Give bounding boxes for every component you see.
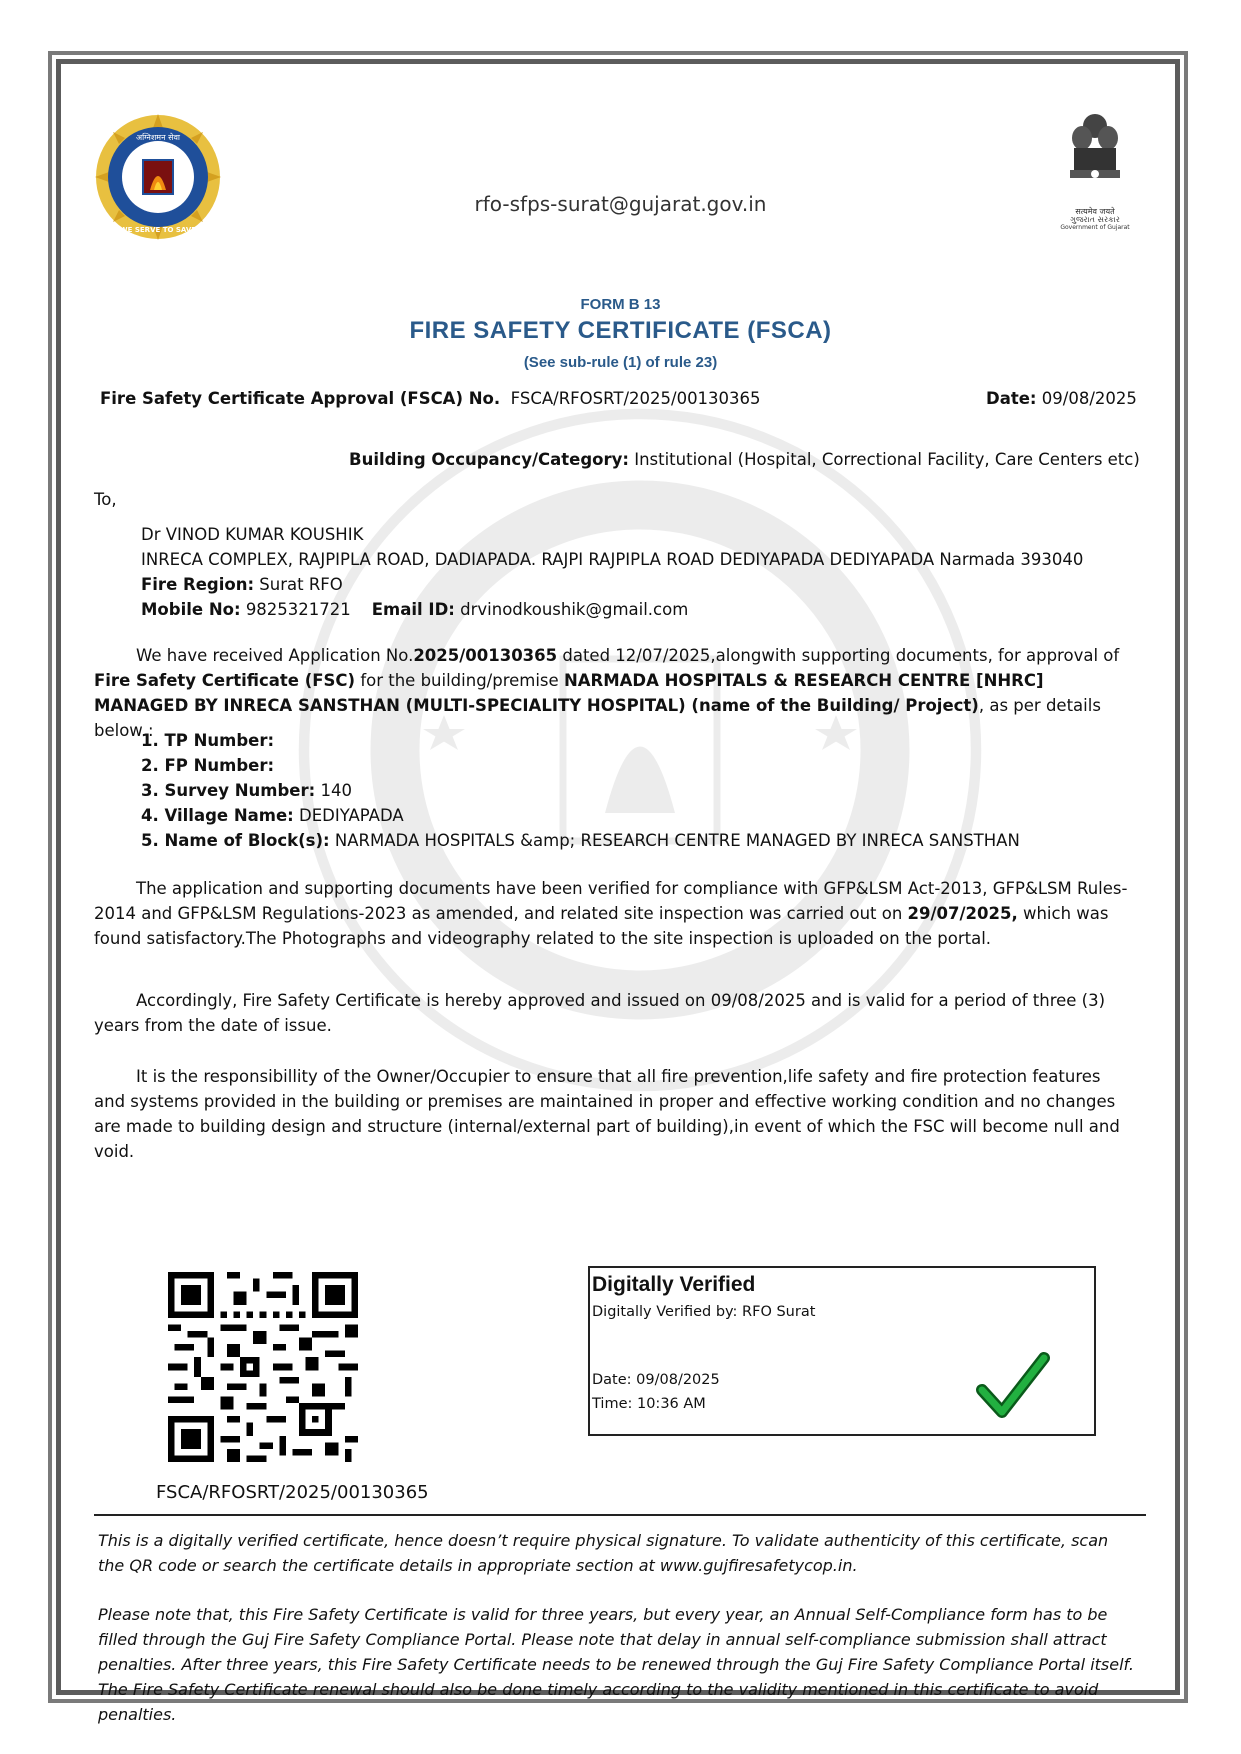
checkmark-icon [978,1352,1048,1418]
detail-value: 140 [320,781,352,800]
footer-divider [94,1514,1146,1516]
p4-text: It is the responsibillity of the Owner/Occupier to ensure that all fire prevention,life safety and fire protection features and systems provided in the building or premises are maintained in proper and effective working condition and no changes are made to building design and structure (internal/external part of building),in event of which the FSC will become null and void. [94,1067,1120,1161]
occupancy-value: Institutional (Hospital, Correctional Facility, Care Centers etc) [634,450,1140,469]
footer-note-compliance: Please note that, this Fire Safety Certificate is valid for three years, but every year, an Annual Self-Compliance form has to be filled through the Guj Fire Safety Compliance Portal. Please note that delay in annual self-compliance submission shall attract penalties. After three years, this Fire Safety Certificate needs to be renewed through the Guj Fire Safety Compliance Portal itself. The Fire Safety Certificate renewal should also be done timely according to the validity mentioned in this certificate to avoid penalties. [98,1605,1134,1724]
emblem-caption-2: ગુજરાત સરકાર [1070,215,1120,224]
mobile-value: 9825321721 [245,600,351,619]
occupancy-label: Building Occupancy/Category: [349,450,629,469]
contact-line [141,597,688,622]
approval-date-line [986,386,1137,411]
verified-date: Date: 09/08/2025 [592,1372,720,1388]
detail-item [141,753,1020,778]
application-number: 2025/00130365 [413,646,558,665]
logo-left-top-text: अग्निशमन सेवा [135,133,180,142]
occupancy-line [349,447,1140,472]
emblem-caption-1: सत्यमेव जयते [1075,207,1115,216]
p3-text: Accordingly, Fire Safety Certificate is hereby approved and issued on 09/08/2025 and is valid for a period of three (3) years from the date of issue. [94,991,1106,1035]
form-number: FORM B 13 [580,296,661,313]
detail-label: 4. Village Name: [141,806,294,825]
details-list [141,728,1020,853]
detail-value: NARMADA HOSPITALS &amp; RESEARCH CENTRE MANAGED BY INRECA SANSTHAN [334,831,1020,850]
detail-label: 2. FP Number: [141,756,275,775]
responsibility-paragraph [94,1064,1134,1164]
approval-label: Fire Safety Certificate Approval (FSCA) No. [100,389,501,408]
header-email: rfo-sfps-surat@gujarat.gov.in [474,192,767,216]
qr-caption: FSCA/RFOSRT/2025/00130365 [156,1482,429,1503]
approval-number: FSCA/RFOSRT/2025/00130365 [510,389,761,408]
detail-item [141,803,1020,828]
building-name: NARMADA HOSPITALS & RESEARCH CENTRE [NHRC] MANAGED BY INRECA SANSTHAN (MULTI-SPECIALITY HOSPITAL) (name of the Building/ Project) [94,671,1044,715]
addressee-address: INRECA COMPLEX, RAJPIPLA ROAD, DADIAPADA. RAJPI RAJPIPLA ROAD DEDIYAPADA DEDIYAPADA Narmada 393040 [141,550,1084,569]
verified-by: Digitally Verified by: RFO Surat [592,1304,816,1320]
detail-item [141,828,1020,853]
p2-text-a: The application and supporting documents have been verified for compliance with GFP&LSM Act-2013, GFP&LSM Rules-2014 and GFP&LSM Regulations-2023 as amended, and related site inspection was carried out on [94,879,1128,923]
detail-value: DEDIYAPADA [299,806,404,825]
verified-title: Digitally Verified [592,1273,756,1296]
digital-verification-box [588,1266,1096,1436]
p1-text-b: dated 12/07/2025,alongwith supporting documents, for approval of [557,646,1120,665]
approval-date: 09/08/2025 [1041,389,1137,408]
issuance-paragraph [94,988,1134,1038]
detail-label: 1. TP Number: [141,731,275,750]
addressee-name: Dr VINOD KUMAR KOUSHIK [141,525,364,544]
email-label: Email ID: [371,600,455,619]
fire-region-value: Surat RFO [259,575,343,594]
logo-left-bottom-text: WE SERVE TO SAVE [119,226,197,234]
state-emblem-icon [1060,106,1130,206]
inspection-date: 29/07/2025, [907,904,1018,923]
verification-paragraph [94,876,1134,951]
fire-region-line [141,572,343,597]
certificate-subrule: (See sub-rule (1) of rule 23) [523,354,718,371]
approval-number-line [100,386,761,411]
detail-item [141,728,1020,753]
certificate-title: FIRE SAFETY CERTIFICATE (FSCA) [409,317,832,344]
detail-label: 3. Survey Number: [141,781,316,800]
qr-code-icon[interactable] [168,1272,358,1462]
approval-date-label: Date: [986,389,1037,408]
p1-text-d: , as per details below : [94,696,1101,740]
p1-text-a: We have received Application No. [136,646,414,665]
email-value: drvinodkoushik@gmail.com [460,600,689,619]
footer-note-authenticity: This is a digitally verified certificate, hence doesn’t require physical signature. To validate authenticity of this certificate, scan the QR code or search the certificate details in appropriate section at www.gujfiresafetycop.in. [98,1531,1109,1575]
fire-region-label: Fire Region: [141,575,255,594]
mobile-label: Mobile No: [141,600,241,619]
p2-text-b: which was found satisfactory.The Photographs and videography related to the site inspection is uploaded on the portal. [94,904,1109,948]
verified-time: Time: 10:36 AM [592,1396,706,1412]
detail-label: 5. Name of Block(s): [141,831,330,850]
fsc-label: Fire Safety Certificate (FSC) [94,671,356,690]
detail-item [141,778,1020,803]
p1-text-c: for the building/premise [355,671,564,690]
to-label: To, [94,490,117,509]
emblem-caption-3: Government of Gujarat [1060,224,1130,231]
